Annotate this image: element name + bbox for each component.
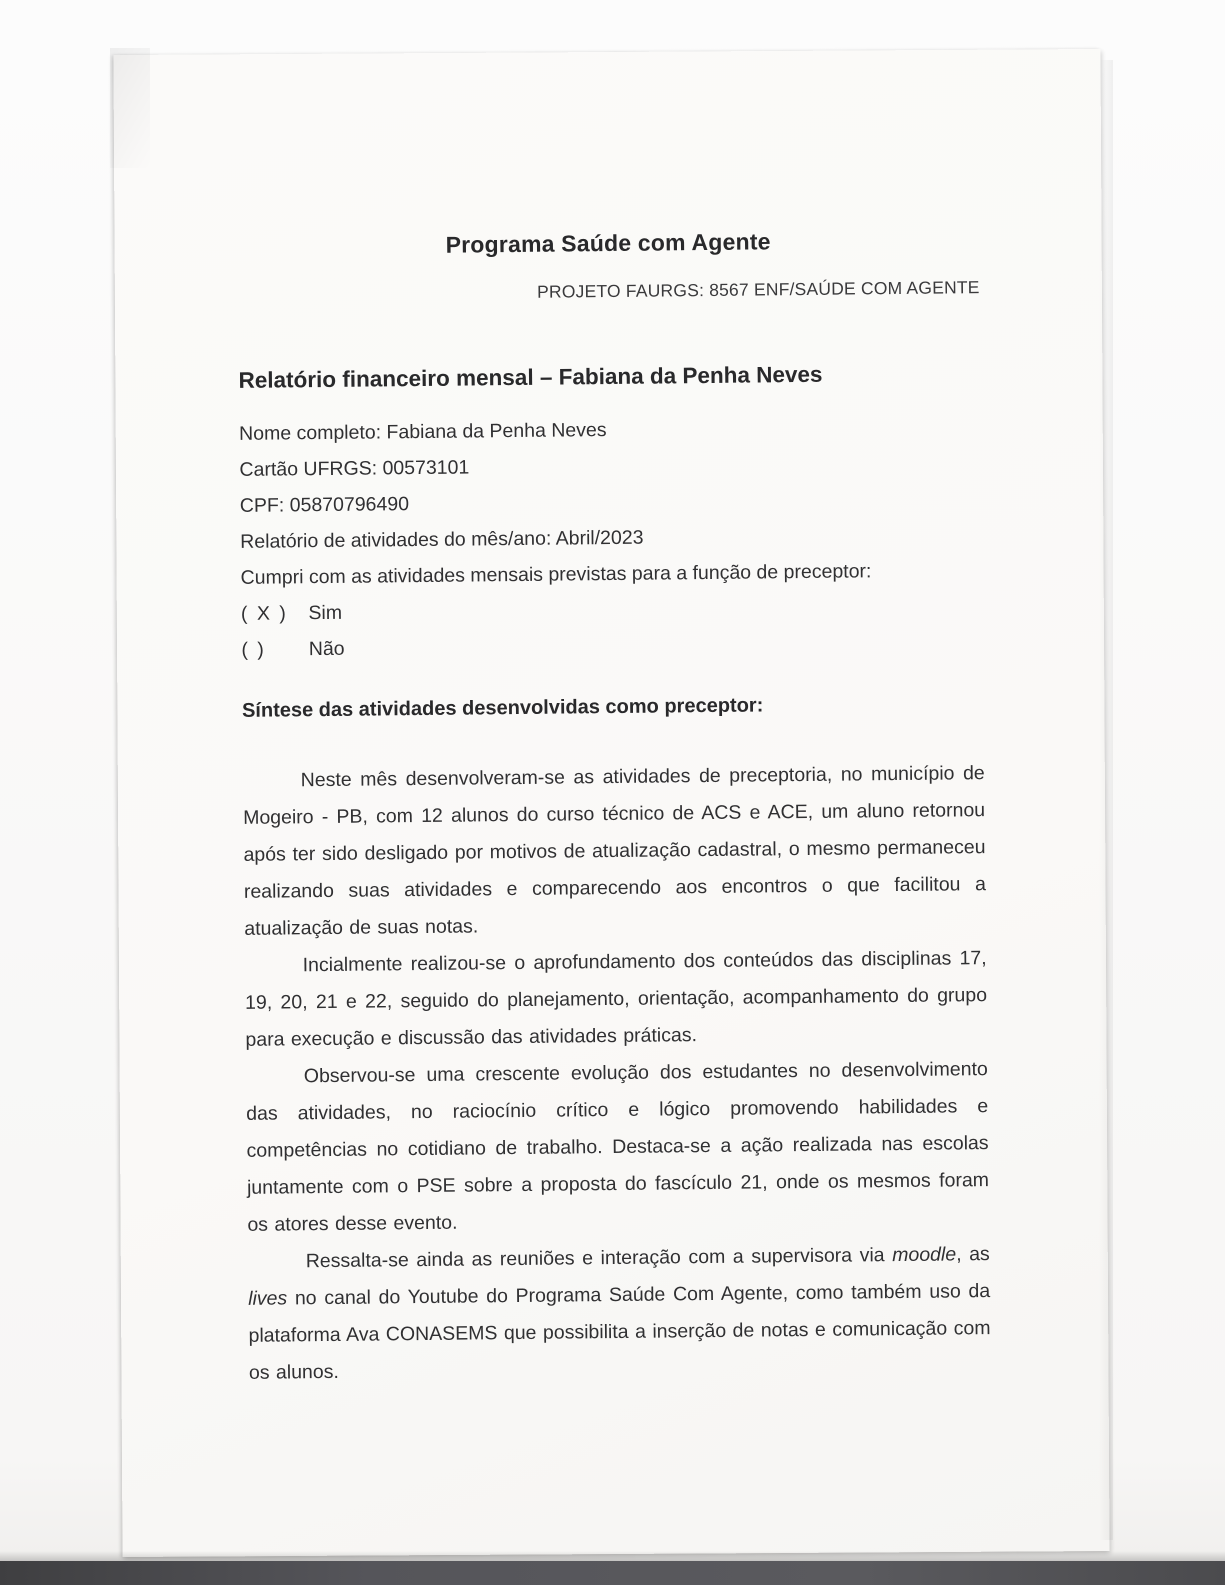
synthesis-heading: Síntese das atividades desenvolvidas como preceptor: (241, 694, 764, 722)
report-fields (239, 408, 984, 668)
field-cumpri-atividades: Cumpri com as atividades mensais previstas para a função de preceptor: (240, 560, 872, 589)
field-relatorio-mes-ano: Relatório de atividades do mês/ano: Abril/2023 (240, 526, 644, 553)
scan-bottom-shadow (0, 1551, 1225, 1561)
report-heading: Relatório financeiro mensal – Fabiana da Penha Neves (238, 361, 823, 393)
page-content (235, 48, 993, 1558)
field-cartao-ufrgs: Cartão UFRGS: 00573101 (239, 456, 470, 481)
field-nome-completo: Nome completo: Fabiana da Penha Neves (238, 419, 607, 445)
paragraph: Ressalta-se ainda as reuniões e interação com a supervisora via moodle, as lives no canal do Youtube do Programa Saúde Com Agente, como também uso da plataforma Ava CONASEMS que possibilita a inserção de notas e comunicação com os alunos. (248, 1243, 991, 1384)
checkbox-nao-label: Não (308, 637, 345, 661)
paragraph: Incialmente realizou-se o aprofundamento dos conteúdos das disciplinas 17, 19, 20, 21 e 22, seguido do planejamento, orientação, acompanhamento do grupo para execução e discussão das atividades práticas. (244, 947, 988, 1051)
checkbox-sim-mark: ( X ) (240, 602, 288, 625)
checkbox-nao-mark: ( ) (241, 638, 266, 661)
synthesis-paragraphs (243, 755, 992, 1392)
scan-bottom-edge (0, 1561, 1225, 1585)
project-label: PROJETO FAURGS: 8567 ENF/SAÚDE COM AGENTE (536, 277, 980, 302)
checkbox-sim-label: Sim (308, 601, 343, 625)
paragraph: Observou-se uma crescente evolução dos estudantes no desenvolvimento das atividades, no raciocínio crítico e lógico promovendo habilidades e competências no cotidiano de trabalho. Destaca-se a ação realizada nas escolas juntamente com o PSE sobre a proposta do fascículo 21, onde os mesmos foram os atores desse evento. (246, 1058, 990, 1236)
paragraph: Neste mês desenvolveram-se as atividades de preceptoria, no município de Mogeiro - PB, com 12 alunos do curso técnico de ACS e ACE, um aluno retornou após ter sido desligado por motivos de atualização cadastral, o mesmo permaneceu realizando suas atividades e comparecendo aos encontros o que facilitou a atualização de suas notas. (243, 762, 986, 940)
scanned-page (113, 49, 1109, 1557)
document-title: Programa Saúde com Agente (445, 228, 771, 258)
field-cpf: CPF: 05870796490 (239, 493, 410, 517)
option-nao (241, 624, 983, 668)
